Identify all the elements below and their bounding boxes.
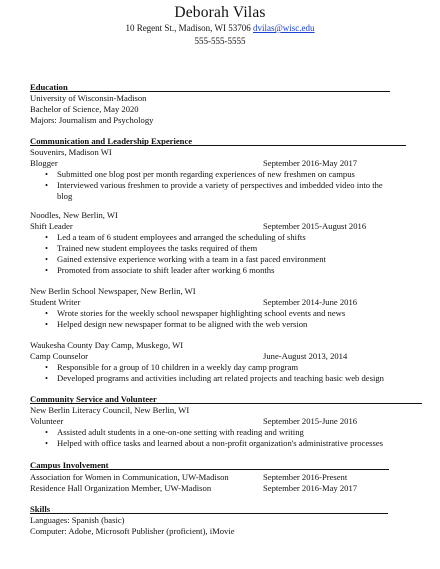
- job-bullet: Submitted one blog post per month regarding experiences of new freshmen on campus: [57, 169, 355, 179]
- bullet-icon: •: [45, 232, 49, 242]
- school-line: University of Wisconsin-Madison: [30, 93, 147, 103]
- volunteer-title: Volunteer: [30, 416, 64, 426]
- volunteer-bullet: Assisted adult students in a one-on-one setting with reading and writing: [57, 427, 304, 437]
- phone-text: 555-555-5555: [194, 36, 246, 46]
- job-bullet: Trained new student employees the tasks required of them: [57, 243, 258, 253]
- bullet-icon: •: [45, 308, 49, 318]
- job-bullet: Developed programs and activities including art related projects and teaching basic web design: [57, 373, 384, 383]
- bullet-icon: •: [45, 373, 49, 383]
- job-org: Waukesha County Day Camp, Muskego, WI: [30, 340, 184, 350]
- job-bullet: Gained extensive experience working with a team in a fast paced environment: [57, 254, 326, 264]
- bullet-icon: •: [45, 319, 49, 329]
- campus-item-date: September 2016-May 2017: [263, 483, 358, 493]
- bullet-icon: •: [45, 265, 49, 275]
- community-heading: Community Service and Volunteer: [30, 394, 157, 404]
- job-date: September 2014-June 2016: [263, 297, 358, 307]
- education-heading: Education: [30, 82, 68, 92]
- bullet-icon: •: [45, 180, 49, 190]
- bullet-icon: •: [45, 243, 49, 253]
- job-org: New Berlin School Newspaper, New Berlin, WI: [30, 286, 196, 296]
- bullet-icon: •: [45, 254, 49, 264]
- job-bullet: Led a team of 6 student employees and arranged the scheduling of shifts: [57, 232, 306, 242]
- comm-rule: [30, 145, 406, 146]
- resume-name: Deborah Vilas: [174, 4, 266, 21]
- job-org: Souvenirs, Madison WI: [30, 147, 112, 157]
- address-text: 10 Regent St., Madison, WI 53706: [125, 23, 251, 33]
- job-bullet: Responsible for a group of 10 children in a weekly day camp program: [57, 362, 299, 372]
- computer-skills-line: Computer: Adobe, Microsoft Publisher (proficient), iMovie: [30, 526, 235, 536]
- email-link[interactable]: dvilas@wisc.edu: [253, 23, 315, 33]
- campus-item: Association for Women in Communication, UW-Madison: [30, 472, 229, 482]
- job-bullet-continuation: blog: [57, 191, 73, 201]
- volunteer-date: September 2015-June 2016: [263, 416, 358, 426]
- bullet-icon: •: [45, 438, 49, 448]
- volunteer-bullet: Helped with office tasks and learned about a non-profit organization's administrative processes: [57, 438, 384, 448]
- job-date: September 2016-May 2017: [263, 158, 358, 168]
- job-date: June-August 2013, 2014: [263, 351, 348, 361]
- job-title: Blogger: [30, 158, 58, 168]
- job-title: Shift Leader: [30, 221, 73, 231]
- degree-line: Bachelor of Science, May 2020: [30, 104, 139, 114]
- job-bullet: Helped design new newspaper format to be aligned with the web version: [57, 319, 308, 329]
- job-title: Camp Counselor: [30, 351, 89, 361]
- majors-line: Majors: Journalism and Psychology: [30, 115, 154, 125]
- contact-line: [0, 23, 440, 33]
- skills-heading: Skills: [30, 504, 51, 514]
- bullet-icon: •: [45, 362, 49, 372]
- education-rule: [30, 91, 390, 92]
- campus-rule: [30, 469, 389, 470]
- community-rule: [30, 403, 422, 404]
- campus-heading: Campus Involvement: [30, 460, 109, 470]
- bullet-icon: •: [45, 169, 49, 179]
- skills-rule: [30, 513, 388, 514]
- job-org: Noodles, New Berlin, WI: [30, 210, 118, 220]
- comm-heading: Communication and Leadership Experience: [30, 136, 193, 146]
- volunteer-org: New Berlin Literacy Council, New Berlin, WI: [30, 405, 190, 415]
- languages-line: Languages: Spanish (basic): [30, 515, 125, 525]
- job-bullet: Wrote stories for the weekly school newspaper highlighting school events and news: [57, 308, 346, 318]
- campus-item: Residence Hall Organization Member, UW-Madison: [30, 483, 212, 493]
- job-date: September 2015-August 2016: [263, 221, 367, 231]
- bullet-icon: •: [45, 427, 49, 437]
- campus-item-date: September 2016-Present: [263, 472, 348, 482]
- job-bullet: Interviewed various freshmen to provide a variety of perspectives and imbedded video into the: [57, 180, 383, 190]
- job-title: Student Writer: [30, 297, 81, 307]
- job-bullet: Promoted from associate to shift leader after working 6 months: [57, 265, 275, 275]
